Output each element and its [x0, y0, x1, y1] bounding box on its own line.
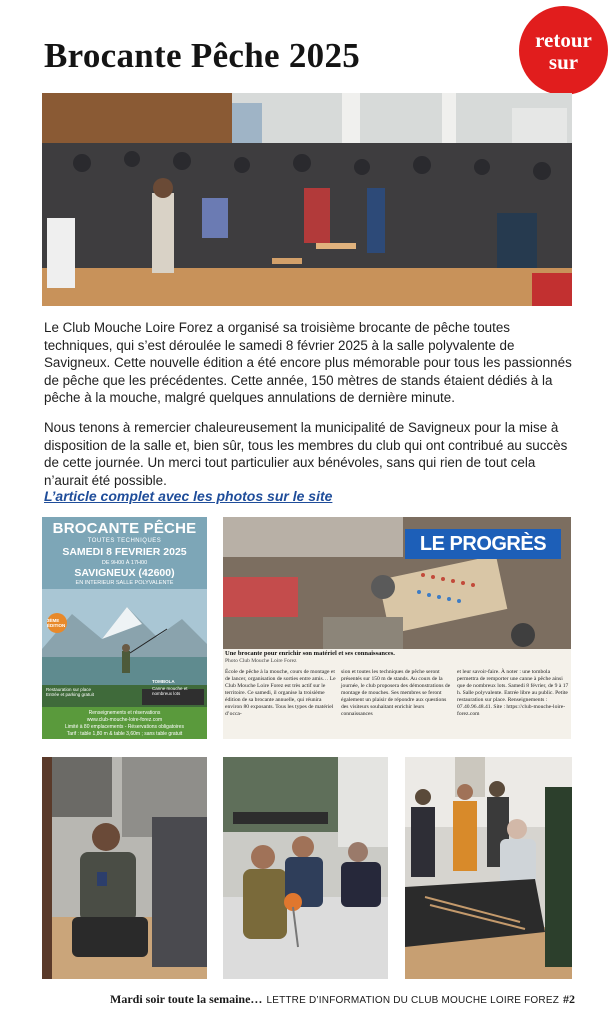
- newspaper-column-2: sion et toutes les techniques de pêche seront présentés sur 150 m de stands. Au cours de la journée, le club proposera des démonstrations de montage de mouches. Ses membres se feront également un plaisir de répondre aux questions des visiteurs souhaitant enrichir leurs connaissances: [341, 669, 451, 717]
- page-title: Brocante Pêche 2025: [44, 36, 361, 75]
- poster-edition-badge: 3ÈME ÉDITION: [47, 613, 67, 633]
- full-article-link[interactable]: L’article complet avec les photos sur le site: [44, 488, 333, 504]
- retour-sur-badge: [519, 6, 608, 95]
- retour-line-1: retour: [535, 27, 592, 52]
- poster-tombola: TOMBOLA: [152, 679, 175, 684]
- poster-info-4: Tarif : table 1,80 m & table 3,60m ; sans table gratuit: [66, 731, 183, 737]
- poster-info-1: Renseignements et réservations: [88, 710, 161, 716]
- rod-display-photo: [405, 757, 572, 979]
- newspaper-caption: Une brocante pour enrichir son matériel et ses connaissances.: [225, 650, 395, 657]
- poster-info-3: Limité à 80 emplacements - Réservations obligatoires: [65, 724, 184, 730]
- fly-tying-table-photo: [223, 757, 388, 979]
- poster-left-note: Restauration sur place Entrée et parking gratuit: [46, 687, 95, 697]
- article-paragraph-1: Le Club Mouche Loire Forez a organisé sa troisième brocante de pêche toutes techniques, qui s’est déroulée le samedi 8 février 2025 à la salle polyvalente de Savigneux. Cette nouvelle édition a été encore plus mémorable pour tous les passionnés de pêche que les précédentes. Cette année, 150 mètres de stands étaient dédiés à la pêche à la mouche, malgré quelques annulations de dernière minute.: [44, 320, 572, 405]
- newspaper-column-1: École de pêche à la mouche, cours de montage et de lancer, organisation de sorties entre amis… Le Club Mouche Loire Forez est très actif sur le territoire. Ce samedi, il organise la troisième édition de sa brocante annuelle, qui réunira environ 80 exposants. Tous les types de matériel d’occa-: [225, 669, 336, 717]
- poster-title: BROCANTE PÊCHE: [52, 520, 197, 537]
- newspaper-clipping: [223, 517, 571, 739]
- event-poster: [42, 517, 207, 739]
- footer-tagline: Mardi soir toute la semaine…: [110, 992, 263, 1006]
- hall-crowd-photo: [42, 93, 572, 306]
- poster-subtitle: TOUTES TECHNIQUES: [87, 538, 162, 544]
- footer-issue-number: #2: [563, 992, 576, 1006]
- poster-place: EN INTERIEUR SALLE POLYVALENTE: [75, 580, 174, 586]
- article-paragraph-2: Nous tenons à remercier chaleureusement la municipalité de Savigneux pour la mise à disposition de la salle et, bien sûr, tous les membres du club qui ont contribué au succès de cette journée. Un merci tout particulier aux bénévoles, sans qui rien de tout cela n’aurait été possible.: [44, 420, 568, 488]
- poster-date: SAMEDI 8 FEVRIER 2025: [62, 546, 187, 558]
- retour-line-2: sur: [548, 49, 579, 74]
- poster-info-2: www.club-mouche-loire-forez.com: [86, 717, 163, 723]
- poster-city: SAVIGNEUX (42600): [74, 567, 175, 579]
- newspaper-credit: Photo Club Mouche Loire Forez: [225, 658, 297, 664]
- poster-time: DE 9H00 À 17H00: [101, 560, 148, 566]
- le-progres-logo: LE PROGRÈS: [405, 529, 561, 559]
- newsletter-footer: [110, 992, 575, 1007]
- poster-tombola-note: Canne mouche et nombreux lots: [152, 686, 188, 696]
- footer-newsletter-name: LETTRE D’INFORMATION DU CLUB MOUCHE LOIRE FOREZ: [266, 995, 560, 1006]
- newspaper-column-3: et leur savoir-faire. À noter : une tombola permettra de remporter une canne à pêche ainsi que de nombreux lots. Samedi 8 février, de 9 à 17 h. Salle polyvalente. Entrée libre au public. Petite restauration sur place. Renseignements : 07.40.96.48.41. Site : https://club-mouche-loire-forez.com: [457, 669, 569, 717]
- member-kneeling-photo: [42, 757, 207, 979]
